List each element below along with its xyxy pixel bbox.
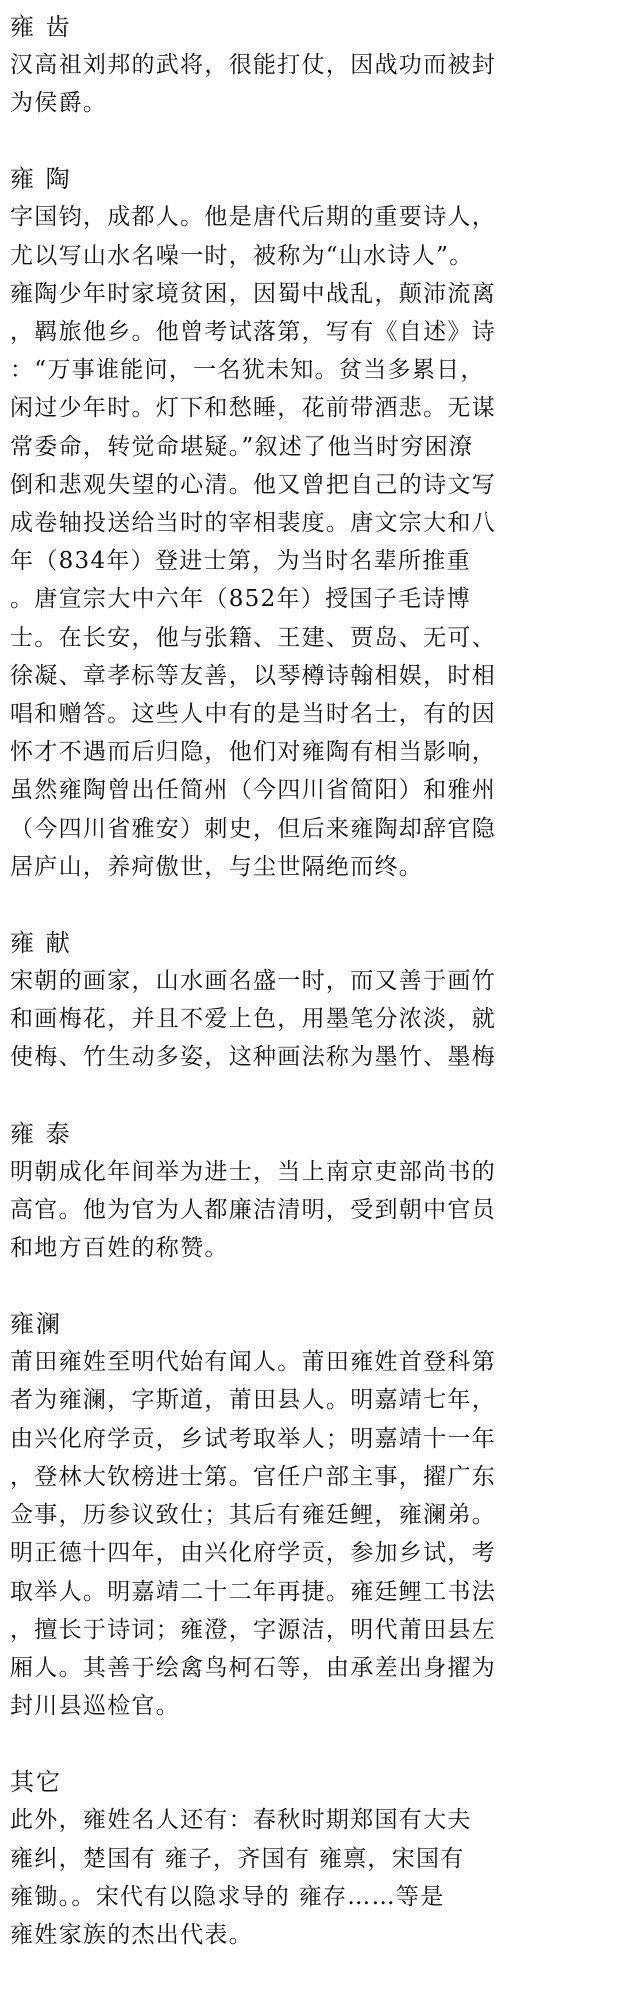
text-line: ：“万事谁能问，一名犹未知。贫当多累日，	[10, 357, 485, 384]
text-line: 倒和悲观失望的心清。他又曾把自己的诗文写	[10, 471, 496, 498]
text-line: 雍姓家族的杰出代表。	[10, 1921, 253, 1948]
text-line: 徐凝、章孝标等友善，以琴樽诗翰相娱，时相	[10, 662, 496, 689]
text-line: 雍纠，楚国有 雍子，齐国有 雍禀，宋国有	[10, 1845, 465, 1872]
text-line: 士。在长安，他与张籍、王建、贾岛、无可、	[10, 624, 496, 651]
section-title: 雍 齿	[10, 13, 72, 41]
section-yong-lan	[10, 1305, 630, 1725]
text-line: 者为雍澜，字斯道，莆田县人。明嘉靖七年，	[10, 1387, 496, 1414]
text-line: 为侯爵。	[10, 90, 108, 117]
section-body	[10, 1343, 630, 1725]
section-gap	[10, 886, 630, 924]
section-title: 雍 陶	[10, 165, 72, 194]
section-title: 雍 献	[10, 929, 72, 958]
text-line: 和画梅花，并且不爱上色，用墨笔分浓淡，就	[10, 1006, 496, 1033]
text-line: 。唐宣宗大中六年（852年）授国子毛诗博	[10, 586, 471, 613]
section-gap	[10, 1725, 630, 1763]
section-yong-chi	[10, 8, 630, 122]
text-line: 雍陶少年时家境贫困，因蜀中战乱，颠沛流离	[10, 280, 496, 307]
text-line: 封川县巡检官。	[10, 1693, 181, 1720]
section-gap	[10, 122, 630, 160]
text-line: 虽然雍陶曾出任简州（今四川省简阳）和雅州	[10, 777, 496, 804]
text-line: 成卷轴投送给当时的宰相裴度。唐文宗大和八	[10, 510, 496, 537]
section-body	[10, 1153, 630, 1268]
section-body	[10, 46, 630, 122]
section-title: 雍 泰	[10, 1119, 72, 1148]
section-gap	[10, 1267, 630, 1305]
section-yong-tao	[10, 160, 630, 886]
text-line: ，擅长于诗词；雍澄，字源洁，明代莆田县左	[10, 1616, 496, 1643]
section-body	[10, 1801, 630, 1954]
section-yong-tai	[10, 1115, 630, 1268]
text-line: 雍锄。。宋代有以隐求导的 雍存……等是	[10, 1883, 445, 1910]
text-line: 汉高祖刘邦的武将，很能打仗，因战功而被封	[10, 52, 496, 78]
text-line: 闲过少年时。灯下和愁睡，花前带酒悲。无谋	[10, 395, 496, 422]
section-gap	[10, 1077, 630, 1115]
text-line: 字国钧，成都人。他是唐代后期的重要诗人，	[10, 204, 496, 231]
section-yong-xian	[10, 924, 630, 1077]
text-line: 怀才不遇而后归隐，他们对雍陶有相当影响，	[10, 739, 496, 766]
section-body	[10, 962, 630, 1077]
text-line: 唱和赠答。这些人中有的是当时名士，有的因	[10, 701, 496, 728]
text-line: 年（834年）登进士第，为当时名辈所推重	[10, 548, 471, 575]
text-line: （今四川省雅安）刺史，但后来雍陶却辞官隐	[10, 815, 496, 842]
text-line: 明正德十四年，由兴化府学贡，参加乡试，考	[10, 1540, 496, 1567]
text-line: 由兴化府学贡，乡试考取举人；明嘉靖十一年	[10, 1425, 496, 1452]
text-line: 取举人。明嘉靖二十二年再捷。雍廷鲤工书法	[10, 1578, 496, 1605]
text-line: 高官。他为官为人都廉洁清明，受到朝中官员	[10, 1196, 496, 1223]
text-line: 厢人。其善于绘禽鸟柯石等，由承差出身擢为	[10, 1654, 496, 1681]
text-line: 尤以写山水名噪一时，被称为“山水诗人”。	[10, 242, 474, 269]
text-line: 宋朝的画家，山水画名盛一时，而又善于画竹	[10, 968, 496, 995]
text-line: 常委命，转觉命堪疑。”叙述了他当时穷困潦	[10, 433, 474, 460]
section-title: 雍澜	[10, 1310, 62, 1339]
text-line: 佥事，历参议致仕；其后有雍廷鲤，雍澜弟。	[10, 1502, 496, 1529]
text-line: 和地方百姓的称赞。	[10, 1235, 229, 1262]
text-line: ，羁旅他乡。他曾考试落第，写有《自述》诗	[10, 319, 496, 346]
text-line: 明朝成化年间举为进士，当上南京吏部尚书的	[10, 1158, 496, 1185]
section-body	[10, 198, 630, 886]
text-line: 莆田雍姓至明代始有闻人。莆田雍姓首登科第	[10, 1349, 496, 1376]
section-others	[10, 1763, 630, 1954]
section-title: 其它	[10, 1768, 62, 1797]
text-line: 使梅、竹生动多姿，这种画法称为墨竹、墨梅	[10, 1044, 496, 1071]
text-line: 居庐山，养疴傲世，与尘世隔绝而终。	[10, 853, 424, 880]
text-line: 此外，雍姓名人还有：春秋时期郑国有大夫	[10, 1807, 472, 1834]
text-line: ，登林大钦榜进士第。官任户部主事，擢广东	[10, 1463, 496, 1490]
